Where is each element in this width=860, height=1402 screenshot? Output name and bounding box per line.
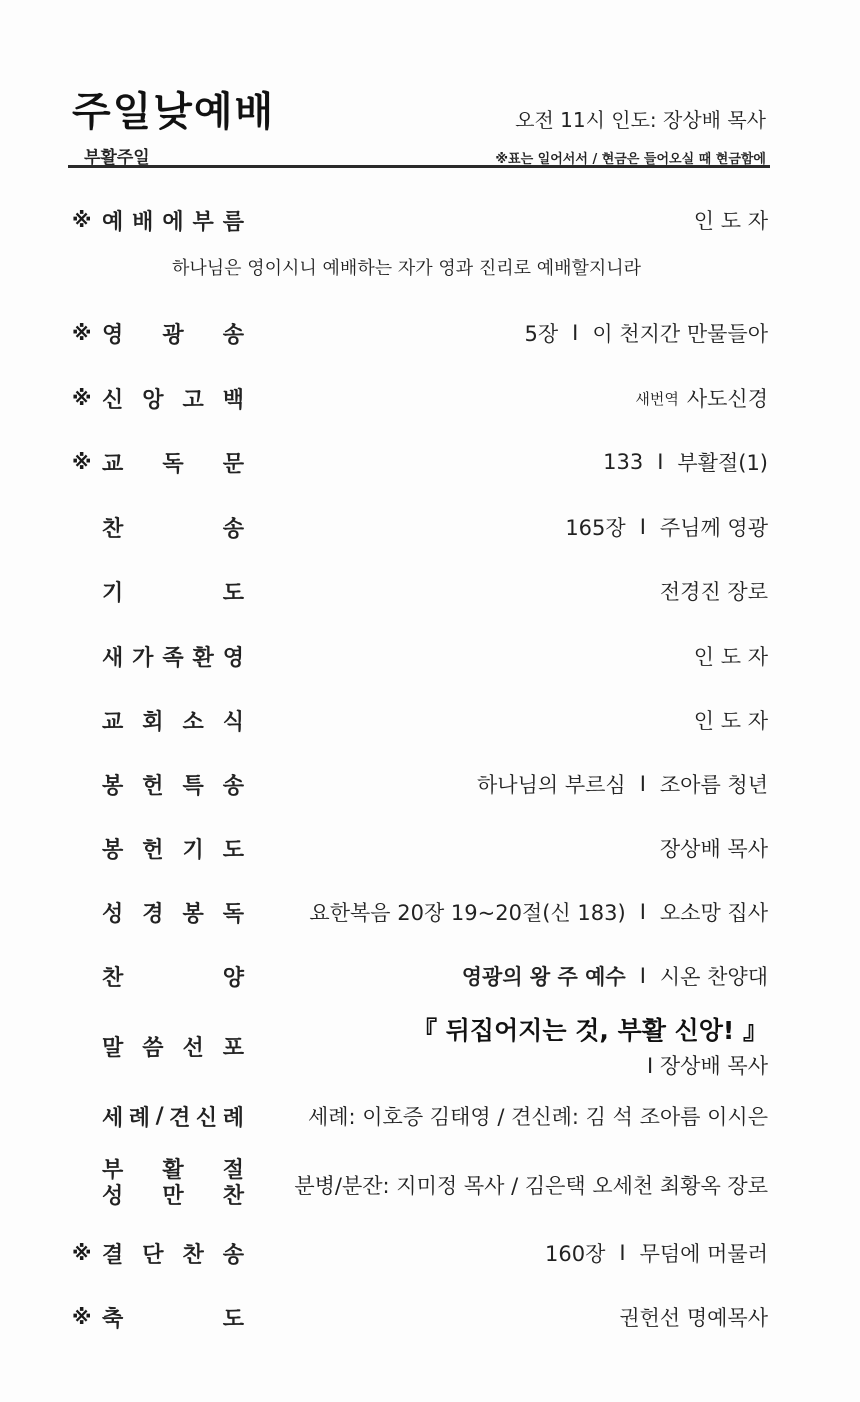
item-value: 권헌선 명예목사	[619, 1306, 768, 1330]
item-label: 새 가 족 환 영	[102, 645, 244, 671]
stand-mark: ※	[72, 386, 92, 410]
item-value: 160장 I 무덤에 머물러	[545, 1241, 768, 1266]
stand-mark: ※	[72, 1241, 92, 1265]
item-value: 5장 I 이 천지간 만물들아	[524, 321, 768, 346]
order-item-creed	[72, 378, 768, 418]
item-label: 신 앙 고 백	[102, 387, 244, 413]
order-item-announcements	[72, 700, 768, 740]
order-item-scripture	[72, 892, 768, 932]
item-value: 세례: 이호증 김태영 / 견신례: 김 석 조아름 이시은	[307, 1105, 768, 1129]
sermon-title: 『 뒤집어지는 것, 부활 신앙! 』	[412, 1016, 768, 1045]
service-time-info: 오전 11시 인도: 장상배 목사	[515, 108, 766, 132]
item-label: 세 례 / 견 신 례	[102, 1103, 244, 1131]
order-item-communion	[72, 1165, 768, 1205]
stand-mark: ※	[72, 321, 92, 345]
item-value: 인 도 자	[693, 645, 768, 669]
stand-mark: ※	[72, 208, 92, 232]
item-value: 새번역 사도신경	[635, 387, 768, 411]
item-label: 결 단 찬 송	[102, 1242, 244, 1268]
item-label: 찬 송	[102, 516, 244, 542]
item-label: 봉 헌 특 송	[102, 773, 244, 799]
item-value: 133 I 부활절(1)	[603, 450, 768, 475]
item-label: 말 씀 선 포	[102, 1035, 244, 1061]
item-label: 축 도	[102, 1306, 244, 1332]
service-subtitle: 부활주일	[84, 148, 150, 168]
item-value: 165장 I 주님께 영광	[565, 515, 768, 540]
item-value: 전경진 장로	[659, 580, 768, 604]
item-label: 교 회 소 식	[102, 709, 244, 735]
item-label: 봉 헌 기 도	[102, 837, 244, 863]
page-title: 주일낮예배	[72, 89, 276, 135]
standing-note: ※표는 일어서서 / 현금은 들어오실 때 현금함에	[495, 152, 766, 167]
item-label: 성 경 봉 독	[102, 901, 244, 927]
order-item-prayer	[72, 571, 768, 611]
header-divider	[68, 165, 770, 168]
call-to-worship-verse: 하나님은 영이시니 예배하는 자가 영과 진리로 예배할지니라	[172, 258, 642, 279]
sermon-preacher: I 장상배 목사	[647, 1054, 768, 1078]
order-item-newcomers	[72, 636, 768, 676]
item-label: 영 광 송	[102, 322, 244, 348]
order-item-baptism	[72, 1096, 768, 1136]
item-value: 분병/분잔: 지미정 목사 / 김은택 오세천 최황옥 장로	[294, 1174, 768, 1198]
order-item-anthem	[72, 956, 768, 996]
order-item-offering-prayer	[72, 828, 768, 868]
item-value: 영광의 왕 주 예수 I 시온 찬양대	[461, 964, 768, 989]
item-label: 교 독 문	[102, 451, 244, 477]
item-label: 기 도	[102, 580, 244, 606]
stand-mark: ※	[72, 1305, 92, 1329]
item-value: 인 도 자	[693, 709, 768, 733]
item-label-easter-communion: 부 활 절 성 만 찬	[102, 1158, 244, 1209]
item-value: 요한복음 20장 19~20절(신 183) I 오소망 집사	[309, 900, 768, 925]
order-item-offering-special	[72, 764, 768, 804]
order-item-benediction	[72, 1297, 768, 1337]
item-value: 인 도 자	[693, 209, 768, 233]
item-label: 찬 양	[102, 965, 244, 991]
order-item-gloria	[72, 313, 768, 353]
item-value: 하나님의 부르심 I 조아름 청년	[477, 772, 768, 797]
order-item-closing-hymn	[72, 1233, 768, 1273]
order-item-hymn	[72, 507, 768, 547]
item-value: 장상배 목사	[659, 837, 768, 861]
stand-mark: ※	[72, 450, 92, 474]
order-item-responsive-reading	[72, 442, 768, 482]
order-item-call-to-worship	[72, 200, 768, 240]
item-label: 예 배 에 부 름	[102, 209, 244, 235]
